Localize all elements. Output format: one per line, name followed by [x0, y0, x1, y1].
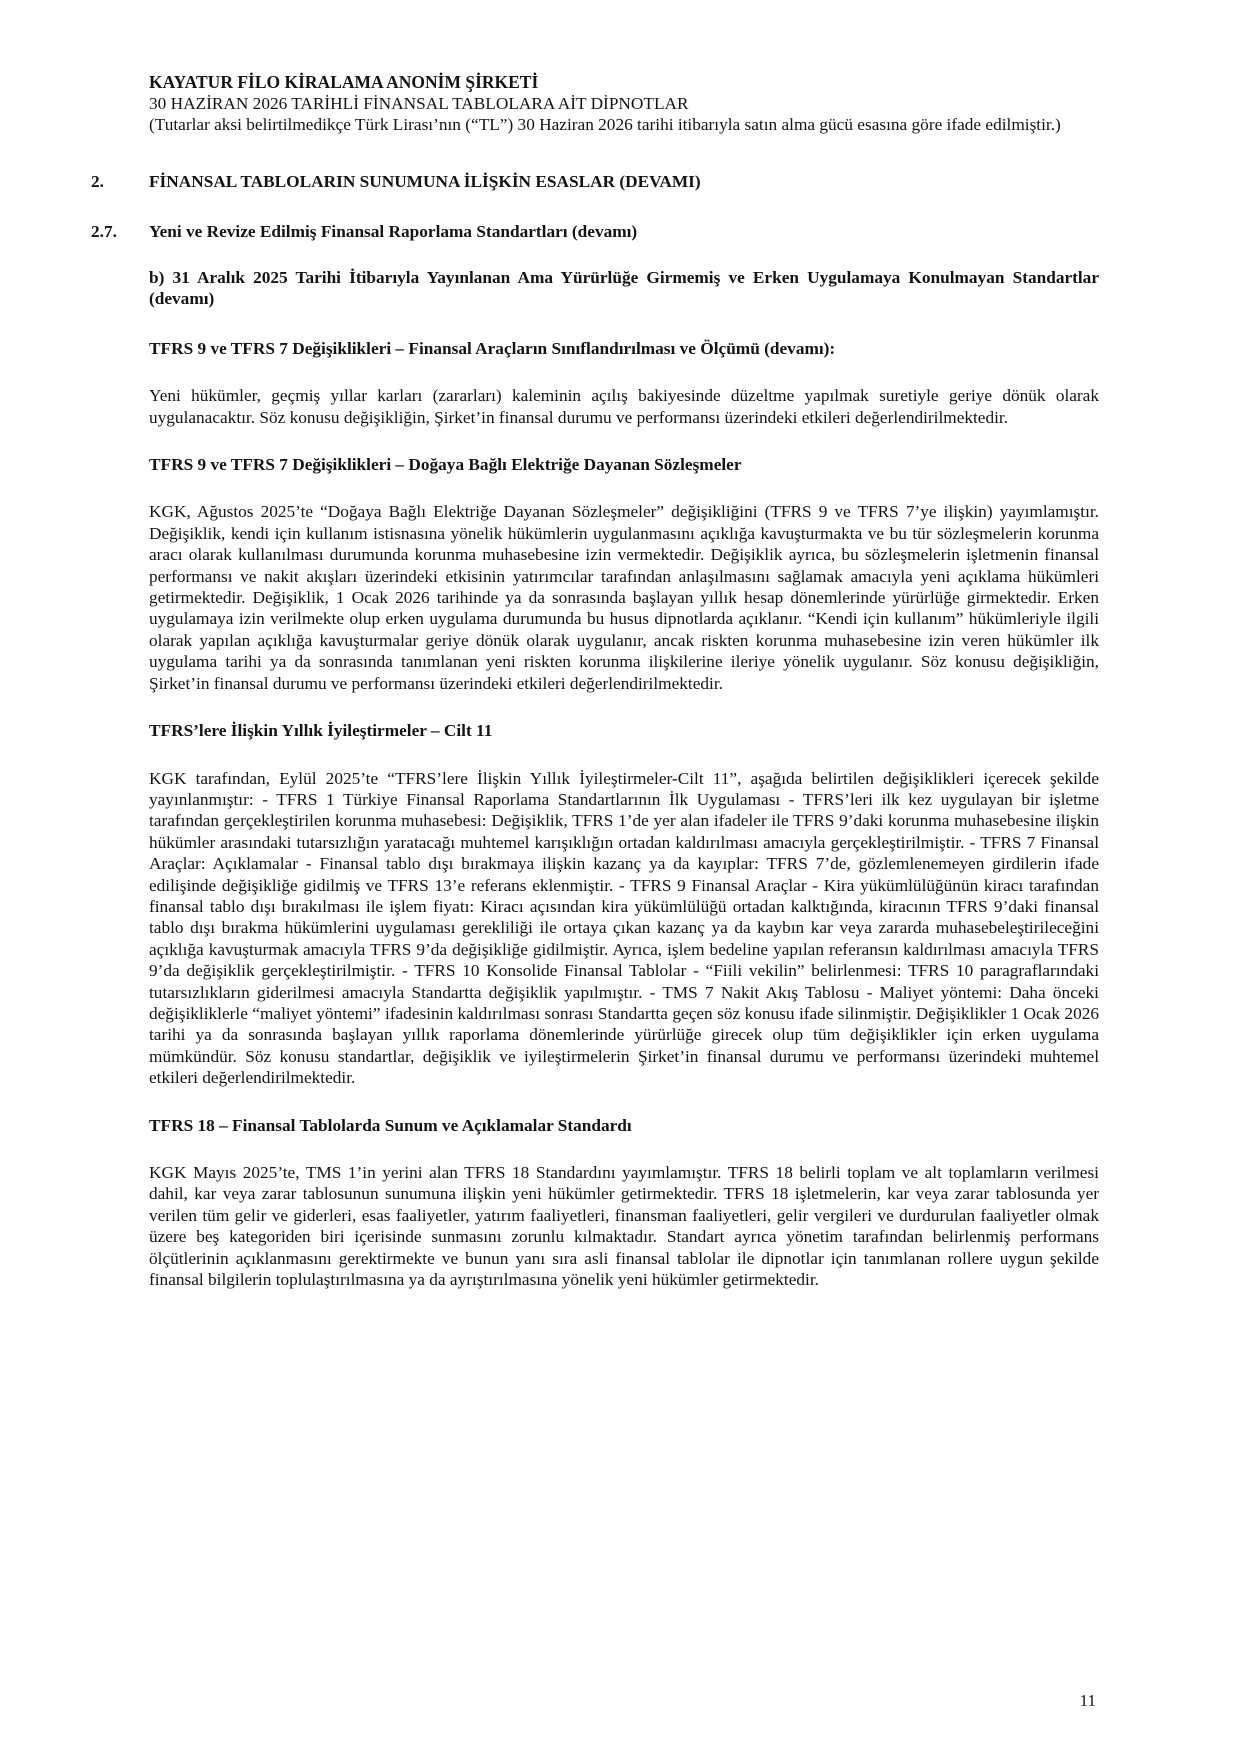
- paragraph-tfrs9-classification: Yeni hükümler, geçmiş yıllar karları (zararları) kaleminin açılış bakiyesinde düzeltme yapılmak suretiyle geriye dönük olarak uygulanacaktır. Söz konusu değişikliğin, Şirket’in finansal durumu ve performansı üzerindeki etkileri değerlendirilmektedir.: [149, 386, 1099, 427]
- document-body: [149, 267, 1099, 1316]
- block-heading-tfrs9-electricity: TFRS 9 ve TFRS 7 Değişiklikleri – Doğaya Bağlı Elektriğe Dayanan Sözleşmeler: [149, 455, 742, 475]
- section-heading: [91, 171, 1091, 192]
- company-name: KAYATUR FİLO KİRALAMA ANONİM ŞİRKETİ: [149, 72, 539, 92]
- section-number: 2.: [91, 172, 104, 191]
- section-title: FİNANSAL TABLOLARIN SUNUMUNA İLİŞKİN ESASLAR (DEVAMI): [149, 172, 701, 191]
- paragraph-tfrs18: KGK Mayıs 2025’te, TMS 1’in yerini alan TFRS 18 Standardını yayımlamıştır. TFRS 18 belirli toplam ve alt toplamların verilmesi dahil, kar veya zarar tablosunun sunumuna ilişkin yeni hükümler getirmektedir. TFRS 18 işletmelerin, kar veya zarar tablosunda yer verilen tüm gelir ve giderleri, esas faaliyetler, yatırım faaliyetleri, finansman faaliyetleri, gelir vergileri ve durdurulan faaliyetler olmak üzere beş kategoriden biri içerisinde sunmasını zorunlu kılmaktadır. Standart ayrıca yönetim tarafından belirlenmiş performans ölçütlerinin açıklanmasını gerektirmekte ve bunun yanı sıra asli finansal tablolar ile dipnotlar için tanımlanan rollere uygun şekilde finansal bilgilerin toplulaştırılmasına ya da ayrıştırılmasına yönelik yeni hükümler getirmektedir.: [149, 1163, 1099, 1290]
- page-number: 11: [1079, 1691, 1096, 1710]
- block-heading-annual-improvements: TFRS’lere İlişkin Yıllık İyileştirmeler – Cilt 11: [149, 721, 493, 741]
- block-heading-tfrs18: TFRS 18 – Finansal Tablolarda Sunum ve Açıklamalar Standardı: [149, 1115, 632, 1135]
- standards-subheading: b) 31 Aralık 2025 Tarihi İtibarıyla Yayınlanan Ama Yürürlüğe Girmemiş ve Erken Uygulamaya Konulmayan Standartlar (devamı): [149, 268, 1099, 309]
- subsection-number: 2.7.: [91, 222, 117, 241]
- paragraph-annual-improvements: KGK tarafından, Eylül 2025’te “TFRS’lere İlişkin Yıllık İyileştirmeler-Cilt 11”, aşağıda belirtilen değişiklikleri içerecek şekilde yayınlanmıştır: - TFRS 1 Türkiye Finansal Raporlama Standartlarının İlk Uygulaması - TFRS’leri ilk kez uygulayan bir işletme tarafından gerçekleştirilen korunma muhasebesi: Değişiklik, TFRS 1’de yer alan ifadeler ile TFRS 9’daki korunma muhasebesine ilişkin hükümler arasındaki tutarsızlığın yaratacağı muhtemel karışıklığın ortadan kaldırılması amacıyla gerçekleştirilmiştir. - TFRS 7 Finansal Araçlar: Açıklamalar - Finansal tablo dışı bırakmaya ilişkin kazanç ya da kayıplar: TFRS 7’de, gözlemlenemeyen girdilerin ifade edilişinde değişikliğe gidilmiş ve TFRS 13’e referans eklenmiştir. - TFRS 9 Finansal Araçlar - Kira yükümlülüğünün kiracı tarafından finansal tablo dışı bırakılması ile işlem fiyatı: Kiracı açısından kira yükümlülüğü ortadan kalktığında, kiracının TFRS 9’daki finansal tablo dışı bırakma hükümlerini uygulaması gerekliliği ile ortaya çıkan kazanç ya da kaybın kar veya zararda muhasebeleştirileceğini açıklığa kavuşturmak amacıyla TFRS 9’da değişikliğe gidilmiştir. Ayrıca, işlem bedeline yapılan referansın kaldırılması amacıyla TFRS 9’da değişiklik gerçekleştirilmiştir. - TFRS 10 Konsolide Finansal Tablolar - “Fiili vekilin” belirlenmesi: TFRS 10 paragraflarındaki tutarsızlıkların giderilmesi amacıyla Standartta değişiklik yapılmıştır. - TMS 7 Nakit Akış Tablosu - Maliyet yöntemi: Daha önceki değişikliklerle “maliyet yöntemi” ifadesinin kaldırılması sonrası Standartta geçen söz konusu ifade silinmiştir. Değişiklikler 1 Ocak 2026 tarihi ya da sonrasında başlayan yıllık raporlama dönemlerinde yürürlüğe girecek olup tüm değişiklikler için erken uygulama mümkündür. Söz konusu standartlar, değişiklik ve iyileştirmelerin Şirket’in finansal durumu ve performansı üzerindeki muhtemel etkileri değerlendirilmektedir.: [149, 768, 1099, 1088]
- currency-note: (Tutarlar aksi belirtilmedikçe Türk Lirası’nın (“TL”) 30 Haziran 2026 tarihi itibarıyla satın alma gücü esasına göre ifade edilmiştir.): [149, 115, 1061, 135]
- subsection-heading: [91, 221, 1091, 242]
- document-header: [149, 72, 1099, 136]
- block-heading-tfrs9-classification: TFRS 9 ve TFRS 7 Değişiklikleri – Finansal Araçların Sınıflandırılması ve Ölçümü (devamı):: [149, 338, 836, 358]
- report-subtitle: 30 HAZİRAN 2026 TARİHLİ FİNANSAL TABLOLARA AİT DİPNOTLAR: [149, 94, 689, 113]
- paragraph-tfrs9-electricity: KGK, Ağustos 2025’te “Doğaya Bağlı Elektriğe Dayanan Sözleşmeler” değişikliğini (TFRS 9 ve TFRS 7’ye ilişkin) yayımlamıştır. Değişiklik, kendi için kullanım istisnasına yönelik hükümlerin uygulanmasını açıklığa kavuşturmakta ve bu tür sözleşmelerin korunma aracı olarak kullanılması durumunda korunma muhasebesine izin vermektedir. Değişiklik ayrıca, bu sözleşmelerin işletmenin finansal performansı ve nakit akışları üzerindeki etkisinin yatırımcılar tarafından anlaşılmasını sağlamak amacıyla yeni açıklama hükümleri getirmektedir. Değişiklik, 1 Ocak 2026 tarihinde ya da sonrasında başlayan yıllık hesap dönemlerinde yürürlüğe girmektedir. Erken uygulamaya izin verilmekte olup erken uygulama durumunda bu husus dipnotlarda açıklanır. “Kendi için kullanım” hükümleriyle ilgili olarak yapılan açıklığa kavuşturmalar geriye dönük olarak uygulanır, ancak riskten korunma muhasebesine izin veren hükümler ilk uygulama tarihi ya da sonrasında tanımlanan yeni riskten korunma ilişkilerine ileriye yönelik uygulanır. Söz konusu değişikliğin, Şirket’in finansal durumu ve performansı üzerindeki etkileri değerlendirilmektedir.: [149, 502, 1099, 693]
- subsection-title: Yeni ve Revize Edilmiş Finansal Raporlama Standartları (devamı): [149, 222, 638, 241]
